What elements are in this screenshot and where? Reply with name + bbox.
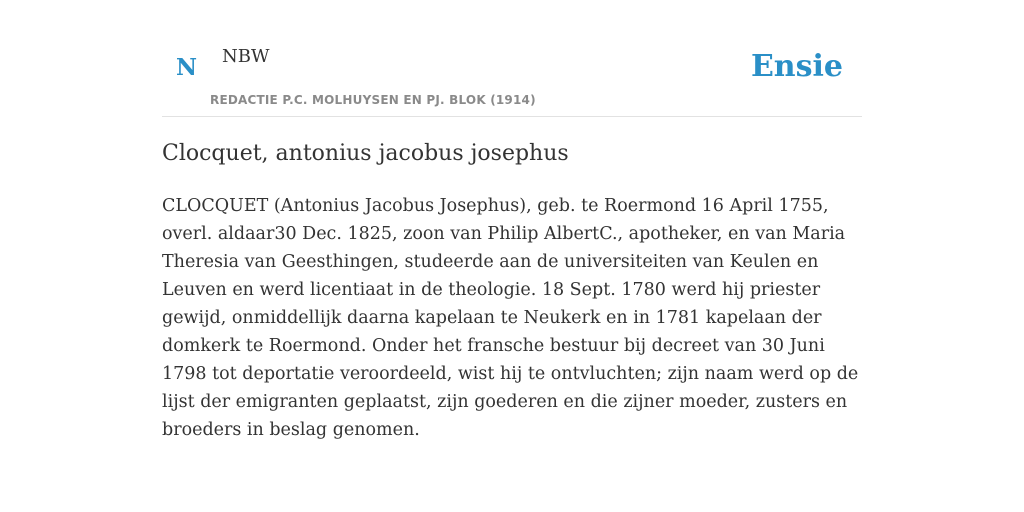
article-body: CLOCQUET (Antonius Jacobus Josephus), geb. te Roermond 16 April 1755, overl. aldaar30 Dec. 1825, zoon van Philip AlbertC., apotheker, en van Maria Theresia van Geesthingen, studeerde aan de universiteiten van Keulen en Leuven en werd licentiaat in de theologie. 18 Sept. 1780 werd hij priester gewijd, onmiddellijk daarna kapelaan te Neukerk en in 1781 kapelaan der domkerk te Roermond. Onder het fransche bestuur bij decreet van 30 Juni 1798 tot deportatie veroordeeld, wist hij te ontvluchten; zijn naam werd op de lijst der emigranten geplaatst, zijn goederen en die zijner moeder, zusters en broeders in beslag genomen. — [162, 196, 859, 440]
source-logo[interactable]: N — [176, 54, 198, 81]
source-name[interactable]: NBW — [222, 46, 270, 67]
article-title: Clocquet, antonius jacobus josephus — [162, 141, 569, 166]
ensie-logo-link[interactable]: Ensie — [750, 49, 843, 84]
source-subtitle: REDACTIE P.C. MOLHUYSEN EN PJ. BLOK (1914) — [210, 93, 536, 107]
source-header — [162, 40, 862, 117]
